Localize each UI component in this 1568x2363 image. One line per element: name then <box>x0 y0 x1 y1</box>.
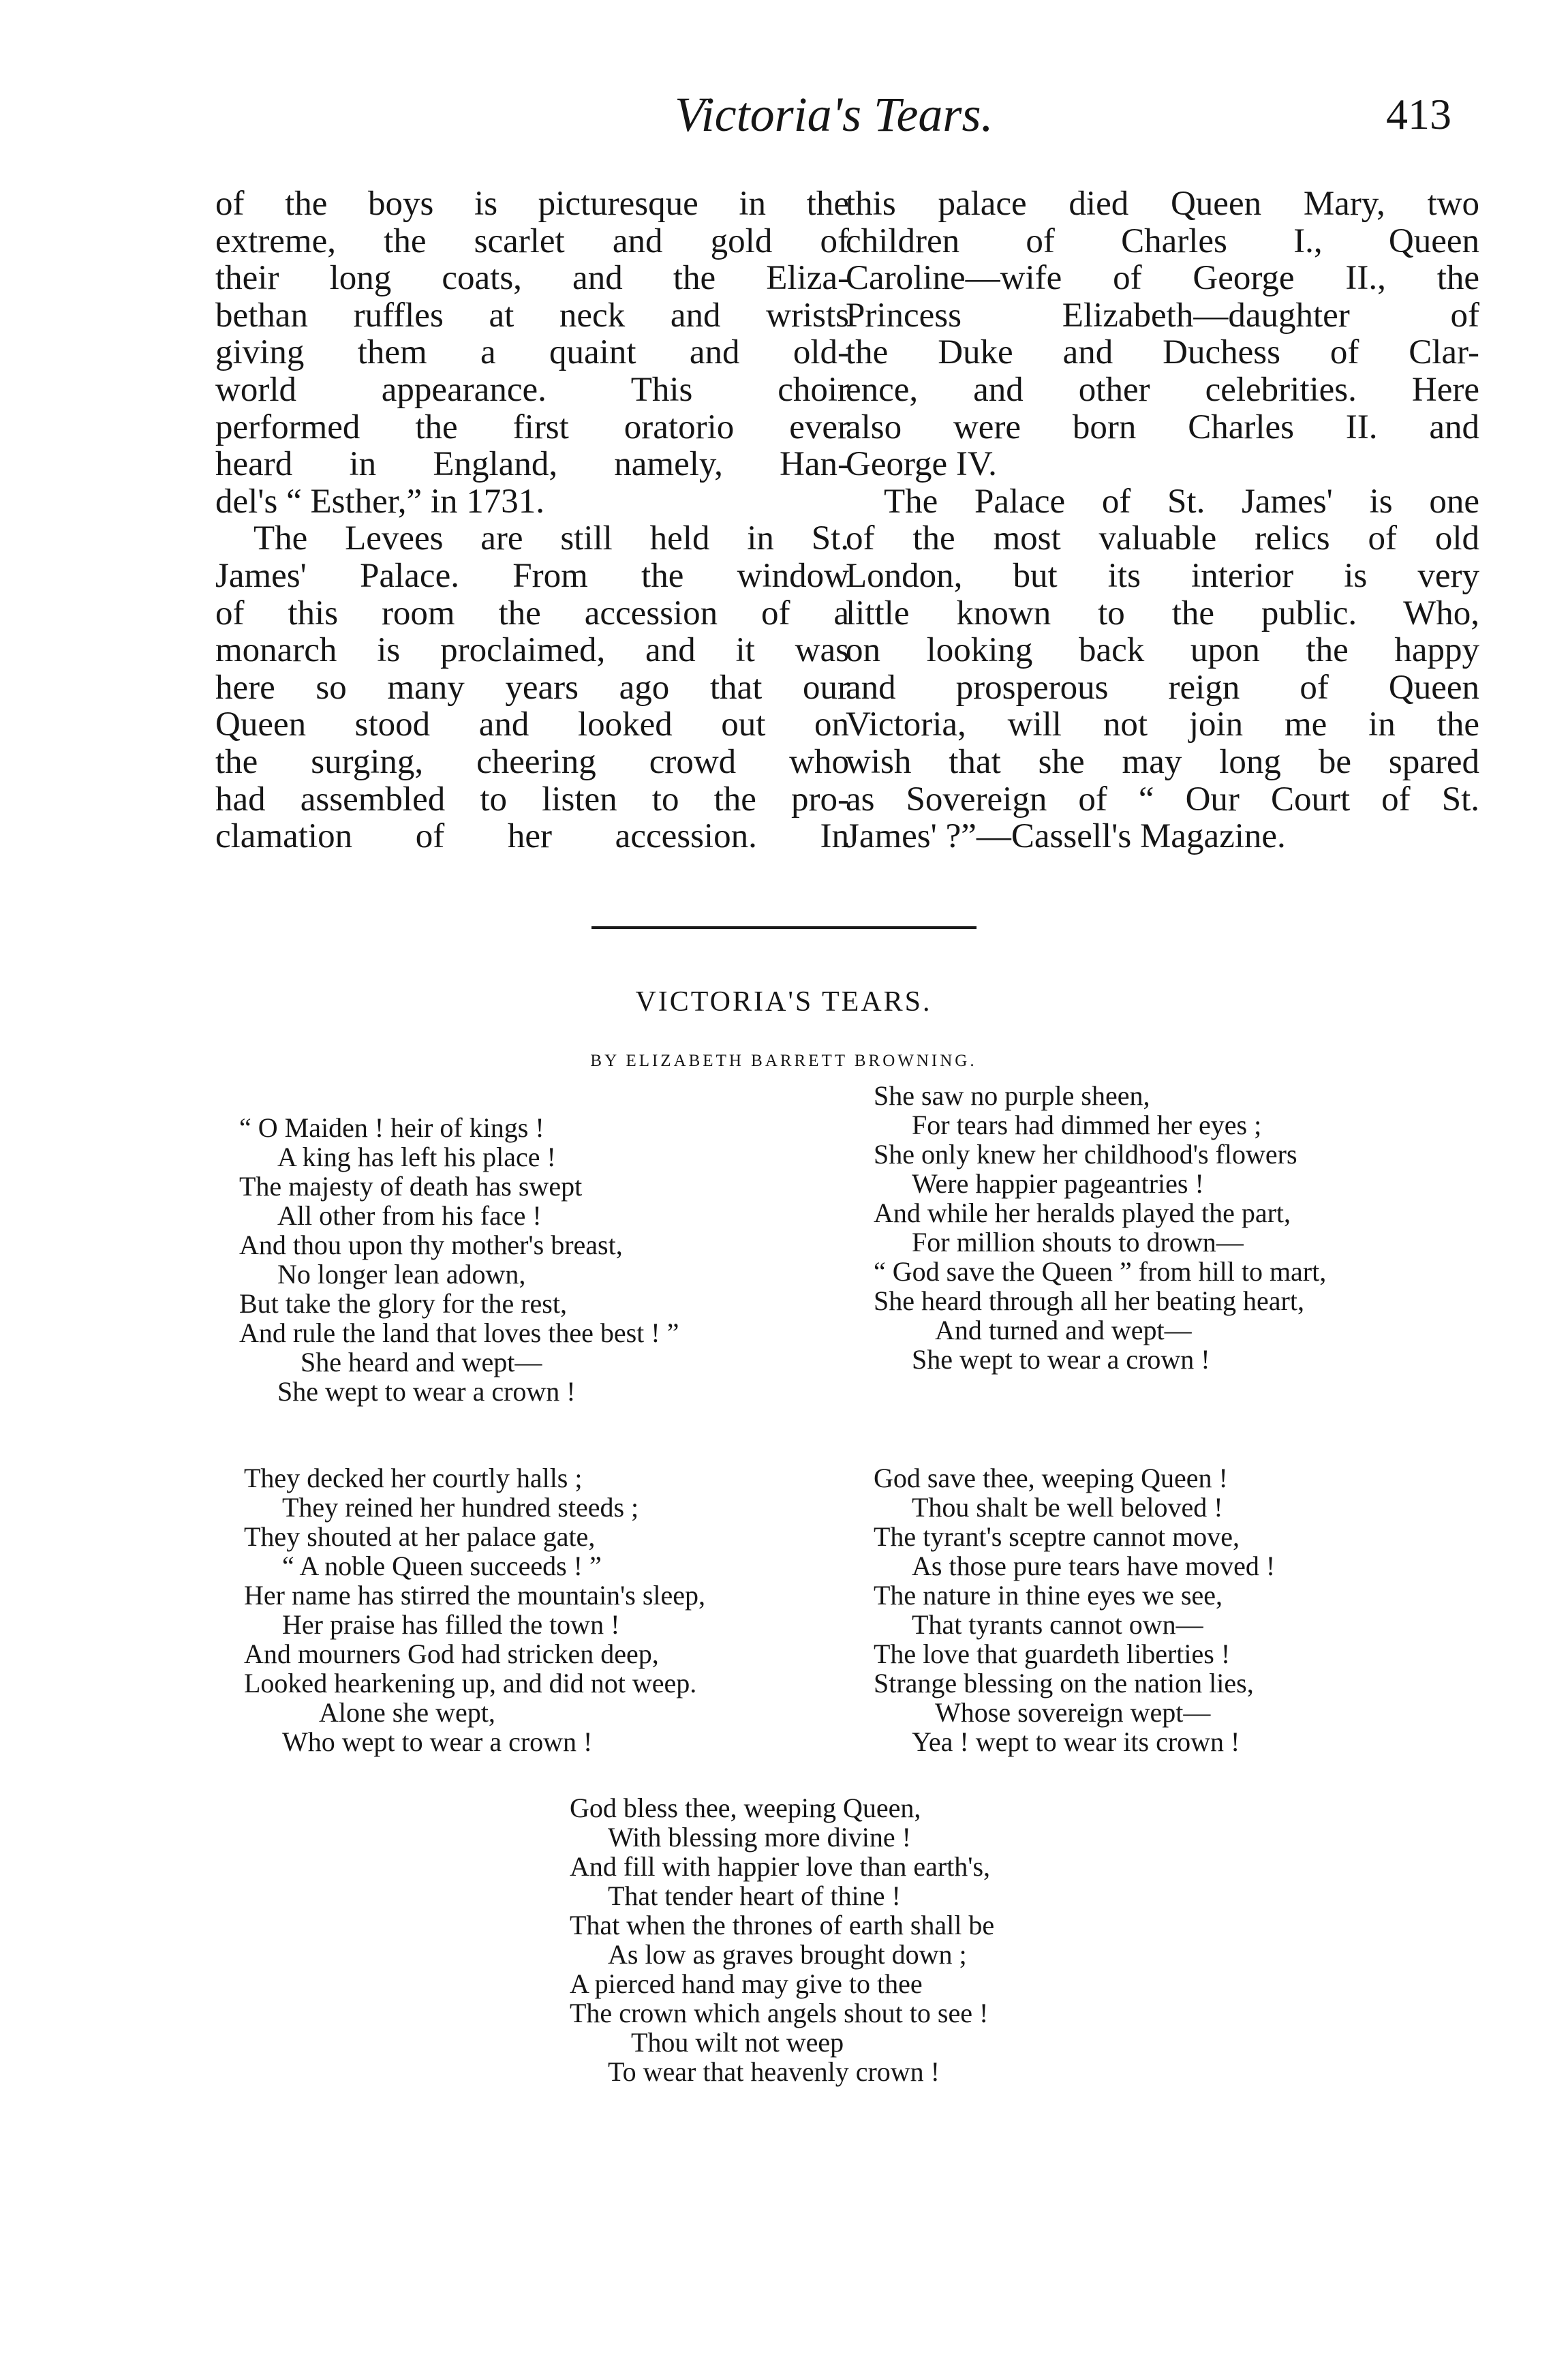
prose-line: The Palace of St. James' is one <box>884 482 1479 521</box>
verse-line: The nature in thine eyes we see, <box>874 1580 1223 1611</box>
verse-line: “ A noble Queen succeeds ! ” <box>282 1551 602 1581</box>
prose-line: giving them a quaint and old- <box>215 333 849 372</box>
stanza-2 <box>874 1081 1326 1374</box>
prose-line: and prosperous reign of Queen <box>846 668 1479 707</box>
verse-line: She only knew her childhood's flowers <box>874 1139 1297 1170</box>
prose-line: The Levees are still held in St. <box>253 519 849 558</box>
verse-line: For million shouts to drown— <box>912 1227 1244 1257</box>
verse-line: “ God save the Queen ” from hill to mart, <box>874 1256 1327 1287</box>
prose-line: Caroline—wife of George II., the <box>846 259 1479 298</box>
verse-line: The tyrant's sceptre cannot move, <box>874 1521 1240 1552</box>
prose-line: had assembled to listen to the pro- <box>215 780 849 819</box>
verse-line: That when the thrones of earth shall be <box>570 1910 995 1940</box>
verse-line: All other from his face ! <box>277 1200 542 1231</box>
verse-line: The majesty of death has swept <box>239 1171 583 1202</box>
stanza-3 <box>244 1463 705 1756</box>
prose-line: children of Charles I., Queen <box>846 222 1479 260</box>
prose-line: ence, and other celebrities. Here <box>846 370 1479 409</box>
verse-line: That tender heart of thine ! <box>608 1880 901 1911</box>
verse-line: She wept to wear a crown ! <box>912 1344 1210 1375</box>
verse-line: She wept to wear a crown ! <box>277 1376 576 1407</box>
article-left-column <box>215 185 849 855</box>
verse-line: And thou upon thy mother's breast, <box>239 1230 623 1260</box>
verse-line: Thou shalt be well beloved ! <box>912 1492 1223 1523</box>
verse-line: They reined her hundred steeds ; <box>282 1492 639 1523</box>
stanza-5 <box>570 1793 994 2086</box>
verse-line: The love that guardeth liberties ! <box>874 1638 1231 1669</box>
verse-line: A king has left his place ! <box>277 1142 556 1172</box>
verse-line: But take the glory for the rest, <box>239 1288 567 1319</box>
prose-line: Victoria, will not join me in the <box>846 705 1479 744</box>
prose-line: the surging, cheering crowd who <box>215 742 849 781</box>
verse-line: And rule the land that loves thee best ! ” <box>239 1317 679 1348</box>
prose-line: clamation of her accession. In <box>215 817 849 856</box>
prose-line: performed the first oratorio ever <box>215 408 849 446</box>
stanza-1 <box>239 1113 679 1406</box>
verse-line: She heard and wept— <box>301 1347 542 1377</box>
verse-line: “ O Maiden ! heir of kings ! <box>239 1112 544 1143</box>
prose-line: of the boys is picturesque in the <box>215 185 849 223</box>
verse-line: And mourners God had stricken deep, <box>244 1638 659 1669</box>
verse-line: That tyrants cannot own— <box>912 1609 1203 1640</box>
prose-line: London, but its interior is very <box>846 556 1479 595</box>
prose-line: on looking back upon the happy <box>846 631 1479 670</box>
verse-line: Strange blessing on the nation lies, <box>874 1668 1254 1698</box>
prose-line: bethan ruffles at neck and wrists <box>215 296 849 335</box>
verse-line: They shouted at her palace gate, <box>244 1521 596 1552</box>
prose-line: their long coats, and the Eliza- <box>215 259 849 298</box>
verse-line: No longer lean adown, <box>277 1259 526 1290</box>
prose-line: also were born Charles II. and <box>846 408 1479 446</box>
verse-line: And while her heralds played the part, <box>874 1198 1291 1228</box>
prose-line: James' Palace. From the window <box>215 556 849 595</box>
prose-line: del's “ Esther,” in 1731. <box>215 482 545 521</box>
verse-line: To wear that heavenly crown ! <box>608 2056 940 2087</box>
verse-line: Yea ! wept to wear its crown ! <box>912 1726 1240 1757</box>
verse-line: Looked hearkening up, and did not weep. <box>244 1668 697 1698</box>
verse-line: With blessing more divine ! <box>608 1822 911 1853</box>
verse-line: They decked her courtly halls ; <box>244 1463 583 1493</box>
verse-line: Alone she wept, <box>319 1697 495 1728</box>
verse-line: For tears had dimmed her eyes ; <box>912 1110 1262 1140</box>
prose-line: of this room the accession of a <box>215 594 849 632</box>
verse-line: She heard through all her beating heart, <box>874 1285 1304 1316</box>
poem-byline: BY ELIZABETH BARRETT BROWNING. <box>590 1052 977 1070</box>
verse-line: She saw no purple sheen, <box>874 1080 1150 1111</box>
prose-line: Princess Elizabeth—daughter of <box>846 296 1479 335</box>
verse-line: As low as graves brought down ; <box>608 1939 967 1970</box>
prose-line: James' ?”—Cassell's Magazine. <box>846 817 1286 856</box>
prose-line: extreme, the scarlet and gold of <box>215 222 849 260</box>
running-title: Victoria's Tears. <box>675 87 994 142</box>
verse-line: God bless thee, weeping Queen, <box>570 1793 921 1823</box>
verse-line: A pierced hand may give to thee <box>570 1968 923 1999</box>
prose-line: of the most valuable relics of old <box>846 519 1479 558</box>
prose-line: here so many years ago that our <box>215 668 849 707</box>
prose-line: heard in England, namely, Han- <box>215 445 849 484</box>
verse-line: God save thee, weeping Queen ! <box>874 1463 1228 1493</box>
page-number: 413 <box>1386 90 1451 138</box>
prose-line: this palace died Queen Mary, two <box>846 185 1479 223</box>
section-divider <box>591 926 977 929</box>
verse-line: As those pure tears have moved ! <box>912 1551 1276 1581</box>
verse-line: Whose sovereign wept— <box>935 1697 1211 1728</box>
prose-line: little known to the public. Who, <box>846 594 1479 632</box>
verse-line: Her praise has filled the town ! <box>282 1609 620 1640</box>
prose-line: George IV. <box>846 445 997 484</box>
prose-line: as Sovereign of “ Our Court of St. <box>846 780 1479 819</box>
verse-line: Were happier pageantries ! <box>912 1168 1204 1199</box>
verse-line: The crown which angels shout to see ! <box>570 1998 989 2028</box>
poem-title: VICTORIA'S TEARS. <box>635 986 932 1018</box>
stanza-4 <box>874 1463 1275 1756</box>
prose-line: monarch is proclaimed, and it was <box>215 631 849 670</box>
verse-line: And turned and wept— <box>935 1315 1192 1345</box>
prose-line: Queen stood and looked out on <box>215 705 849 744</box>
verse-line: Thou wilt not weep <box>631 2027 844 2058</box>
prose-line: world appearance. This choir <box>215 370 849 409</box>
verse-line: Her name has stirred the mountain's sleep, <box>244 1580 706 1611</box>
verse-line: Who wept to wear a crown ! <box>282 1726 593 1757</box>
article-right-column <box>846 185 1479 855</box>
prose-line: the Duke and Duchess of Clar- <box>846 333 1479 372</box>
verse-line: And fill with happier love than earth's, <box>570 1851 991 1882</box>
prose-line: wish that she may long be spared <box>846 742 1479 781</box>
